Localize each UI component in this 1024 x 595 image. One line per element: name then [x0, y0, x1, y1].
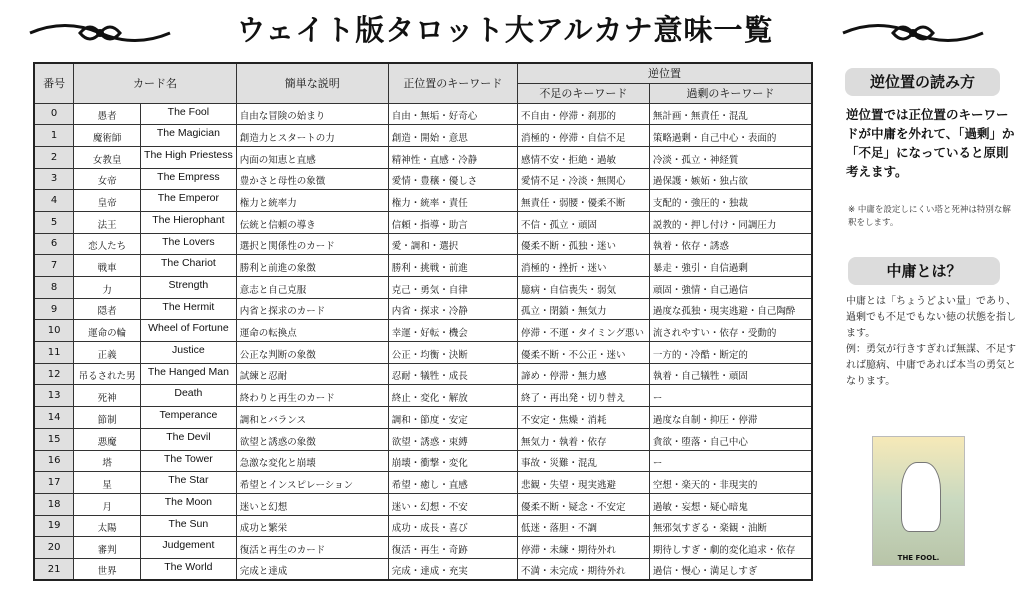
- card-name-en: The Star: [141, 472, 237, 494]
- lacking-keywords: 停滞・未練・期待外れ: [517, 537, 649, 559]
- table-row: [34, 450, 812, 472]
- excess-keywords: 過度な自制・抑圧・停滞: [649, 407, 812, 429]
- card-description: 自由な冒険の始まり: [236, 103, 388, 125]
- card-description: 伝統と信頼の導き: [236, 211, 388, 233]
- card-caption: THE FOOL.: [897, 554, 940, 562]
- upright-keywords: 調和・節度・安定: [388, 407, 517, 429]
- card-name-en: The Emperor: [141, 190, 237, 212]
- upright-keywords: 克己・勇気・自律: [388, 277, 517, 299]
- card-name-jp: 女教皇: [74, 146, 141, 168]
- card-description: 運命の転換点: [236, 320, 388, 342]
- card-number: 10: [34, 320, 74, 342]
- mean-heading: 中庸とは？: [848, 257, 1000, 285]
- card-description: 迷いと幻想: [236, 493, 388, 515]
- lacking-keywords: 感情不安・拒絶・過敏: [517, 146, 649, 168]
- excess-keywords: ー: [649, 385, 812, 407]
- card-description: 調和とバランス: [236, 407, 388, 429]
- excess-keywords: 空想・楽天的・非現実的: [649, 472, 812, 494]
- card-number: 19: [34, 515, 74, 537]
- table-row: [34, 233, 812, 255]
- ornament-right-icon: [838, 18, 988, 48]
- table-row: [34, 146, 812, 168]
- table-row: [34, 168, 812, 190]
- card-name-en: The Hanged Man: [141, 363, 237, 385]
- upright-keywords: 希望・癒し・直感: [388, 472, 517, 494]
- card-name-jp: 悪魔: [74, 428, 141, 450]
- excess-keywords: 冷淡・孤立・神経質: [649, 146, 812, 168]
- card-number: 12: [34, 363, 74, 385]
- upright-keywords: 復活・再生・奇跡: [388, 537, 517, 559]
- lacking-keywords: 無責任・弱腰・優柔不断: [517, 190, 649, 212]
- card-description: 意志と自己克服: [236, 277, 388, 299]
- upright-keywords: 精神性・直感・冷静: [388, 146, 517, 168]
- card-name-en: The High Priestess: [141, 146, 237, 168]
- card-name-jp: 節制: [74, 407, 141, 429]
- lacking-keywords: 停滞・不運・タイミング悪い: [517, 320, 649, 342]
- page-title: ウェイト版タロット大アルカナ意味一覧: [236, 13, 774, 47]
- lacking-keywords: 不自由・停滞・刹那的: [517, 103, 649, 125]
- excess-keywords: 説教的・押し付け・同調圧力: [649, 211, 812, 233]
- table-row: [34, 277, 812, 299]
- table-row: [34, 255, 812, 277]
- table-row: [34, 493, 812, 515]
- card-name-jp: 戦車: [74, 255, 141, 277]
- table-row: [34, 472, 812, 494]
- upright-keywords: 勝利・挑戦・前進: [388, 255, 517, 277]
- upright-keywords: 完成・達成・充実: [388, 558, 517, 580]
- card-name-en: The Hermit: [141, 298, 237, 320]
- table-row: [34, 103, 812, 125]
- table-row: [34, 537, 812, 559]
- upright-keywords: 創造・開始・意思: [388, 125, 517, 147]
- upright-keywords: 自由・無垢・好奇心: [388, 103, 517, 125]
- card-name-en: Temperance: [141, 407, 237, 429]
- table-row: [34, 363, 812, 385]
- note-text: ※ 中庸を設定しにくい塔と死神は特別な解釈をします。: [848, 205, 1011, 228]
- header-card-name: カード名: [74, 63, 237, 103]
- upright-keywords: 公正・均衡・決断: [388, 342, 517, 364]
- card-name-jp: 恋人たち: [74, 233, 141, 255]
- card-number: 0: [34, 103, 74, 125]
- card-description: 豊かさと母性の象徴: [236, 168, 388, 190]
- table-row: [34, 385, 812, 407]
- excess-keywords: 執着・依存・誘惑: [649, 233, 812, 255]
- card-name-jp: 法王: [74, 211, 141, 233]
- table-row: [34, 320, 812, 342]
- card-number: 14: [34, 407, 74, 429]
- card-name-en: The Chariot: [141, 255, 237, 277]
- card-name-en: The Tower: [141, 450, 237, 472]
- header-number: 番号: [34, 63, 74, 103]
- card-name-jp: 隠者: [74, 298, 141, 320]
- card-number: 16: [34, 450, 74, 472]
- card-description: 勝利と前進の象徴: [236, 255, 388, 277]
- table-row: [34, 558, 812, 580]
- excess-keywords: 過信・慢心・満足しすぎ: [649, 558, 812, 580]
- upright-keywords: 崩壊・衝撃・変化: [388, 450, 517, 472]
- card-description: 公正な判断の象徴: [236, 342, 388, 364]
- header-reversed: 逆位置: [517, 63, 812, 83]
- card-name-en: The World: [141, 558, 237, 580]
- lacking-keywords: 孤立・閉鎖・無気力: [517, 298, 649, 320]
- card-name-en: Justice: [141, 342, 237, 364]
- card-name-en: Judgement: [141, 537, 237, 559]
- table-row: [34, 515, 812, 537]
- card-name-jp: 運命の輪: [74, 320, 141, 342]
- card-number: 15: [34, 428, 74, 450]
- excess-keywords: 流されやすい・依存・受動的: [649, 320, 812, 342]
- lacking-keywords: 不安定・焦燥・消耗: [517, 407, 649, 429]
- header-excess: 過剰のキーワード: [649, 83, 812, 103]
- table-row: [34, 428, 812, 450]
- lacking-keywords: 無気力・執着・依存: [517, 428, 649, 450]
- upright-keywords: 忍耐・犠牲・成長: [388, 363, 517, 385]
- card-description: 成功と繁栄: [236, 515, 388, 537]
- excess-keywords: 無計画・無責任・混乱: [649, 103, 812, 125]
- card-name-jp: 塔: [74, 450, 141, 472]
- card-description: 権力と統率力: [236, 190, 388, 212]
- card-name-jp: 愚者: [74, 103, 141, 125]
- upright-keywords: 愛・調和・選択: [388, 233, 517, 255]
- card-name-jp: 審判: [74, 537, 141, 559]
- excess-keywords: 暴走・強引・自信過剰: [649, 255, 812, 277]
- table-row: [34, 342, 812, 364]
- card-name-en: The Empress: [141, 168, 237, 190]
- card-description: 復活と再生のカード: [236, 537, 388, 559]
- card-name-en: The Sun: [141, 515, 237, 537]
- excess-keywords: 期待しすぎ・劇的変化追求・依存: [649, 537, 812, 559]
- card-name-jp: 吊るされた男: [74, 363, 141, 385]
- card-description: 急激な変化と崩壊: [236, 450, 388, 472]
- excess-keywords: 策略過剰・自己中心・表面的: [649, 125, 812, 147]
- card-description: 希望とインスピレーション: [236, 472, 388, 494]
- table-row: [34, 211, 812, 233]
- card-name-en: Death: [141, 385, 237, 407]
- card-number: 8: [34, 277, 74, 299]
- reversed-reading-text: 逆位置では正位置のキーワードが中庸を外れて、「過剰」か「不足」になっていると原則考えます。: [846, 107, 1015, 179]
- card-number: 1: [34, 125, 74, 147]
- excess-keywords: 過度な孤独・現実逃避・自己陶酔: [649, 298, 812, 320]
- lacking-keywords: 不信・孤立・頑固: [517, 211, 649, 233]
- card-number: 20: [34, 537, 74, 559]
- tarot-table: [33, 62, 813, 581]
- card-number: 5: [34, 211, 74, 233]
- card-name-en: The Lovers: [141, 233, 237, 255]
- lacking-keywords: 臆病・自信喪失・弱気: [517, 277, 649, 299]
- card-number: 7: [34, 255, 74, 277]
- card-description: 終わりと再生のカード: [236, 385, 388, 407]
- lacking-keywords: 消極的・挫折・迷い: [517, 255, 649, 277]
- card-number: 11: [34, 342, 74, 364]
- card-description: 内省と探求のカード: [236, 298, 388, 320]
- mean-text: [846, 294, 1016, 390]
- fool-figure-icon: [901, 462, 941, 532]
- excess-keywords: ー: [649, 450, 812, 472]
- upright-keywords: 幸運・好転・機会: [388, 320, 517, 342]
- card-name-jp: 魔術師: [74, 125, 141, 147]
- card-number: 21: [34, 558, 74, 580]
- card-number: 9: [34, 298, 74, 320]
- upright-keywords: 成功・成長・喜び: [388, 515, 517, 537]
- card-number: 17: [34, 472, 74, 494]
- lacking-keywords: 諦め・停滞・無力感: [517, 363, 649, 385]
- excess-keywords: 支配的・強圧的・独裁: [649, 190, 812, 212]
- card-name-en: The Devil: [141, 428, 237, 450]
- card-description: 創造力とスタートの力: [236, 125, 388, 147]
- excess-keywords: 過敏・妄想・疑心暗鬼: [649, 493, 812, 515]
- header-upright: 正位置のキーワード: [388, 63, 517, 103]
- card-name-jp: 死神: [74, 385, 141, 407]
- lacking-keywords: 優柔不断・疑念・不安定: [517, 493, 649, 515]
- upright-keywords: 内省・探求・冷静: [388, 298, 517, 320]
- card-name-en: The Fool: [141, 103, 237, 125]
- card-name-en: The Magician: [141, 125, 237, 147]
- lacking-keywords: 優柔不断・孤独・迷い: [517, 233, 649, 255]
- card-name-jp: 女帝: [74, 168, 141, 190]
- mean-example: 例：勇気が行きすぎれば無謀、不足すれば臆病、中庸であれば本当の勇気となります。: [846, 344, 1016, 387]
- card-description: 試練と忍耐: [236, 363, 388, 385]
- excess-keywords: 貪欲・堕落・自己中心: [649, 428, 812, 450]
- card-name-en: Strength: [141, 277, 237, 299]
- table-row: [34, 407, 812, 429]
- excess-keywords: 頑固・強情・自己過信: [649, 277, 812, 299]
- card-name-en: The Moon: [141, 493, 237, 515]
- excess-keywords: 執着・自己犠牲・頑固: [649, 363, 812, 385]
- card-number: 18: [34, 493, 74, 515]
- excess-keywords: 過保護・嫉妬・独占欲: [649, 168, 812, 190]
- lacking-keywords: 悲観・失望・現実逃避: [517, 472, 649, 494]
- card-name-jp: 世界: [74, 558, 141, 580]
- card-name-jp: 月: [74, 493, 141, 515]
- upright-keywords: 終止・変化・解放: [388, 385, 517, 407]
- card-description: 内面の知恵と直感: [236, 146, 388, 168]
- card-name-jp: 太陽: [74, 515, 141, 537]
- card-name-jp: 正義: [74, 342, 141, 364]
- reversed-reading-heading: 逆位置の読み方: [845, 68, 1000, 96]
- upright-keywords: 迷い・幻想・不安: [388, 493, 517, 515]
- card-description: 選択と関係性のカード: [236, 233, 388, 255]
- upright-keywords: 愛情・豊穣・優しさ: [388, 168, 517, 190]
- card-name-jp: 皇帝: [74, 190, 141, 212]
- lacking-keywords: 消極的・停滞・自信不足: [517, 125, 649, 147]
- excess-keywords: 無邪気すぎる・楽観・油断: [649, 515, 812, 537]
- card-number: 2: [34, 146, 74, 168]
- lacking-keywords: 優柔不断・不公正・迷い: [517, 342, 649, 364]
- fool-card-image: [872, 436, 965, 566]
- card-name-en: The Hierophant: [141, 211, 237, 233]
- mean-definition: 中庸とは「ちょうどよい量」であり、過剰でも不足でもない徳の状態を指します。: [846, 296, 1016, 339]
- lacking-keywords: 事故・災難・混乱: [517, 450, 649, 472]
- excess-keywords: 一方的・冷酷・断定的: [649, 342, 812, 364]
- card-number: 13: [34, 385, 74, 407]
- lacking-keywords: 終了・再出発・切り替え: [517, 385, 649, 407]
- card-name-en: Wheel of Fortune: [141, 320, 237, 342]
- card-name-jp: 力: [74, 277, 141, 299]
- upright-keywords: 欲望・誘惑・束縛: [388, 428, 517, 450]
- lacking-keywords: 不満・未完成・期待外れ: [517, 558, 649, 580]
- header-description: 簡単な説明: [236, 63, 388, 103]
- table-row: [34, 190, 812, 212]
- lacking-keywords: 低迷・落胆・不調: [517, 515, 649, 537]
- card-number: 3: [34, 168, 74, 190]
- ornament-left-icon: [25, 18, 175, 48]
- card-name-jp: 星: [74, 472, 141, 494]
- card-description: 完成と達成: [236, 558, 388, 580]
- card-description: 欲望と誘惑の象徴: [236, 428, 388, 450]
- header-lacking: 不足のキーワード: [517, 83, 649, 103]
- upright-keywords: 信頼・指導・助言: [388, 211, 517, 233]
- table-row: [34, 298, 812, 320]
- upright-keywords: 権力・統率・責任: [388, 190, 517, 212]
- table-row: [34, 125, 812, 147]
- card-number: 6: [34, 233, 74, 255]
- lacking-keywords: 愛情不足・冷淡・無関心: [517, 168, 649, 190]
- card-number: 4: [34, 190, 74, 212]
